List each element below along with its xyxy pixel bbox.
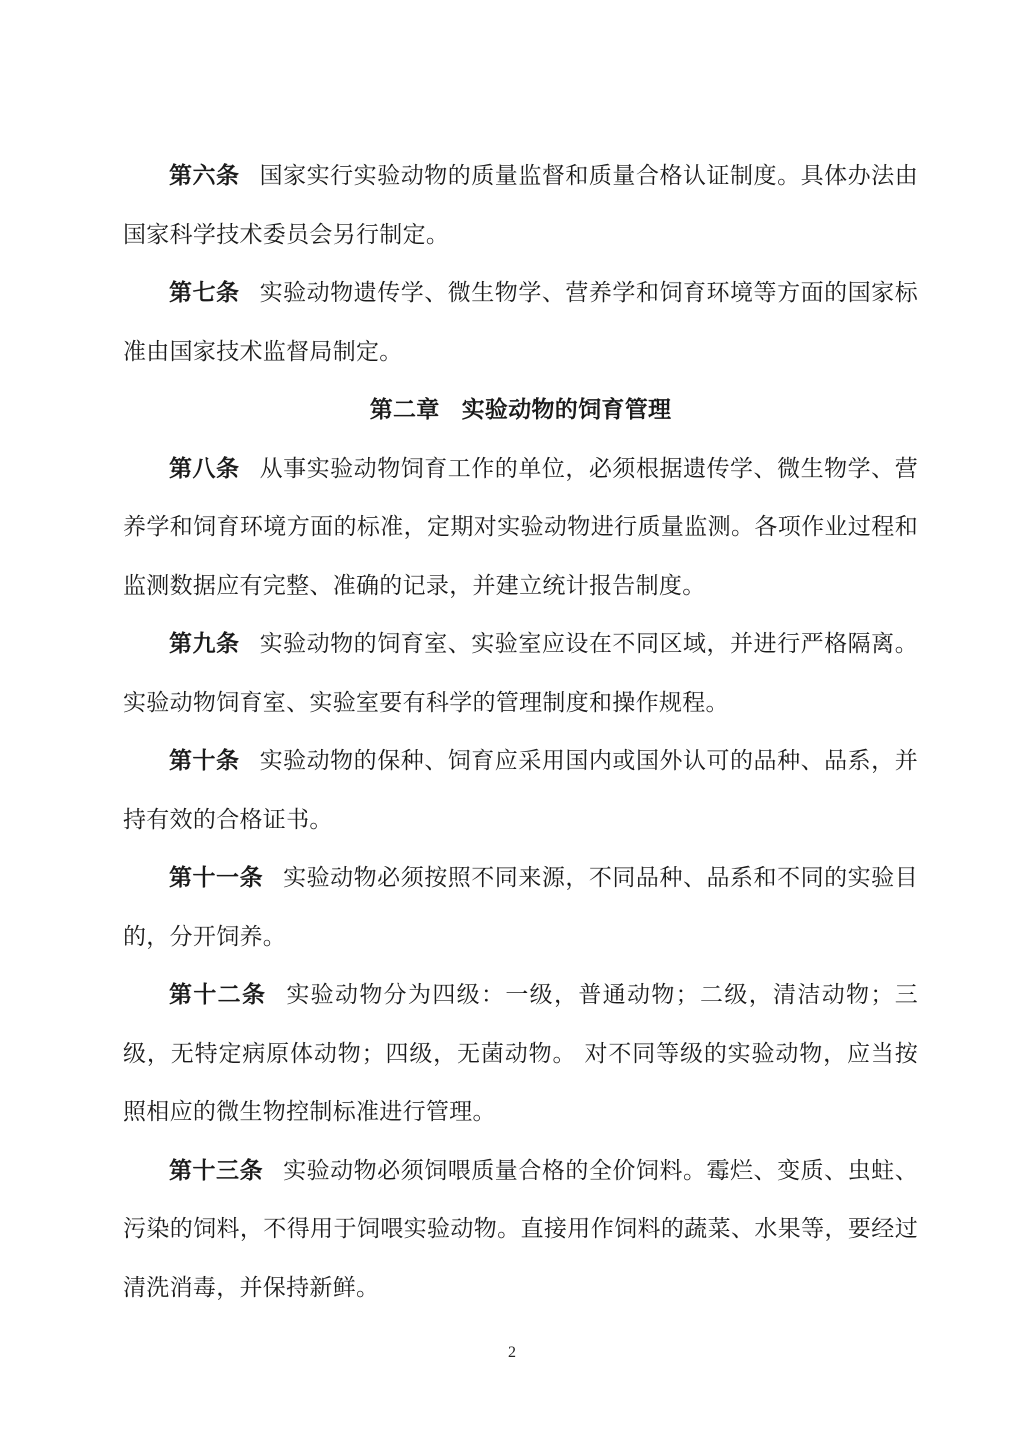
- article-text: 实验动物遗传学、微生物学、营养学和饲育环境等方面的国家标准由国家技术监督局制定。: [123, 280, 918, 365]
- article-text: 实验动物的饲育室、实验室应设在不同区域，并进行严格隔离。实验动物饲育室、实验室要有科学的管理制度和操作规程。: [123, 631, 918, 716]
- article-number: 第六条: [169, 162, 240, 189]
- article-8: [123, 440, 918, 616]
- article-number: 第十二条: [169, 981, 267, 1008]
- article-number: 第十三条: [169, 1156, 264, 1184]
- page-number: 2: [508, 1344, 516, 1361]
- article-12: [123, 966, 918, 1142]
- article-number: 第十一条: [169, 864, 264, 891]
- article-text: 从事实验动物饲育工作的单位，必须根据遗传学、微生物学、营养学和饲育环境方面的标准，定期对实验动物进行质量监测。各项作业过程和监测数据应有完整、准确的记录，并建立统计报告制度。: [123, 455, 918, 599]
- article-text: 实验动物必须按照不同来源，不同品种、品系和不同的实验目的，分开饲养。: [123, 865, 918, 950]
- article-number: 第七条: [169, 279, 240, 306]
- article-7: [123, 264, 918, 381]
- article-11: [123, 849, 918, 966]
- article-text: 实验动物必须饲喂质量合格的全价饲料。霉烂、变质、虫蛀、污染的饲料，不得用于饲喂实验动物。直接用作饲料的蔬菜、水果等，要经过清洗消毒，并保持新鲜。: [123, 1157, 918, 1301]
- article-9: [123, 615, 918, 732]
- chapter-title: 实验动物的饲育管理: [461, 396, 672, 423]
- article-10: [123, 732, 918, 849]
- document-page: [123, 147, 918, 1317]
- article-number: 第九条: [169, 630, 240, 657]
- article-number: 第十条: [169, 747, 240, 774]
- article-text: 实验动物分为四级：一级，普通动物；二级，清洁动物；三级，无特定病原体动物；四级，无菌动物。 对不同等级的实验动物，应当按照相应的微生物控制标准进行管理。: [123, 982, 918, 1125]
- article-13: [123, 1142, 918, 1318]
- article-6: [123, 147, 918, 264]
- chapter-number: 第二章: [369, 396, 440, 423]
- chapter-heading: [123, 381, 918, 440]
- article-text: 国家实行实验动物的质量监督和质量合格认证制度。具体办法由国家科学技术委员会另行制定。: [123, 163, 918, 248]
- article-text: 实验动物的保种、饲育应采用国内或国外认可的品种、品系，并持有效的合格证书。: [123, 748, 918, 833]
- article-number: 第八条: [169, 454, 240, 482]
